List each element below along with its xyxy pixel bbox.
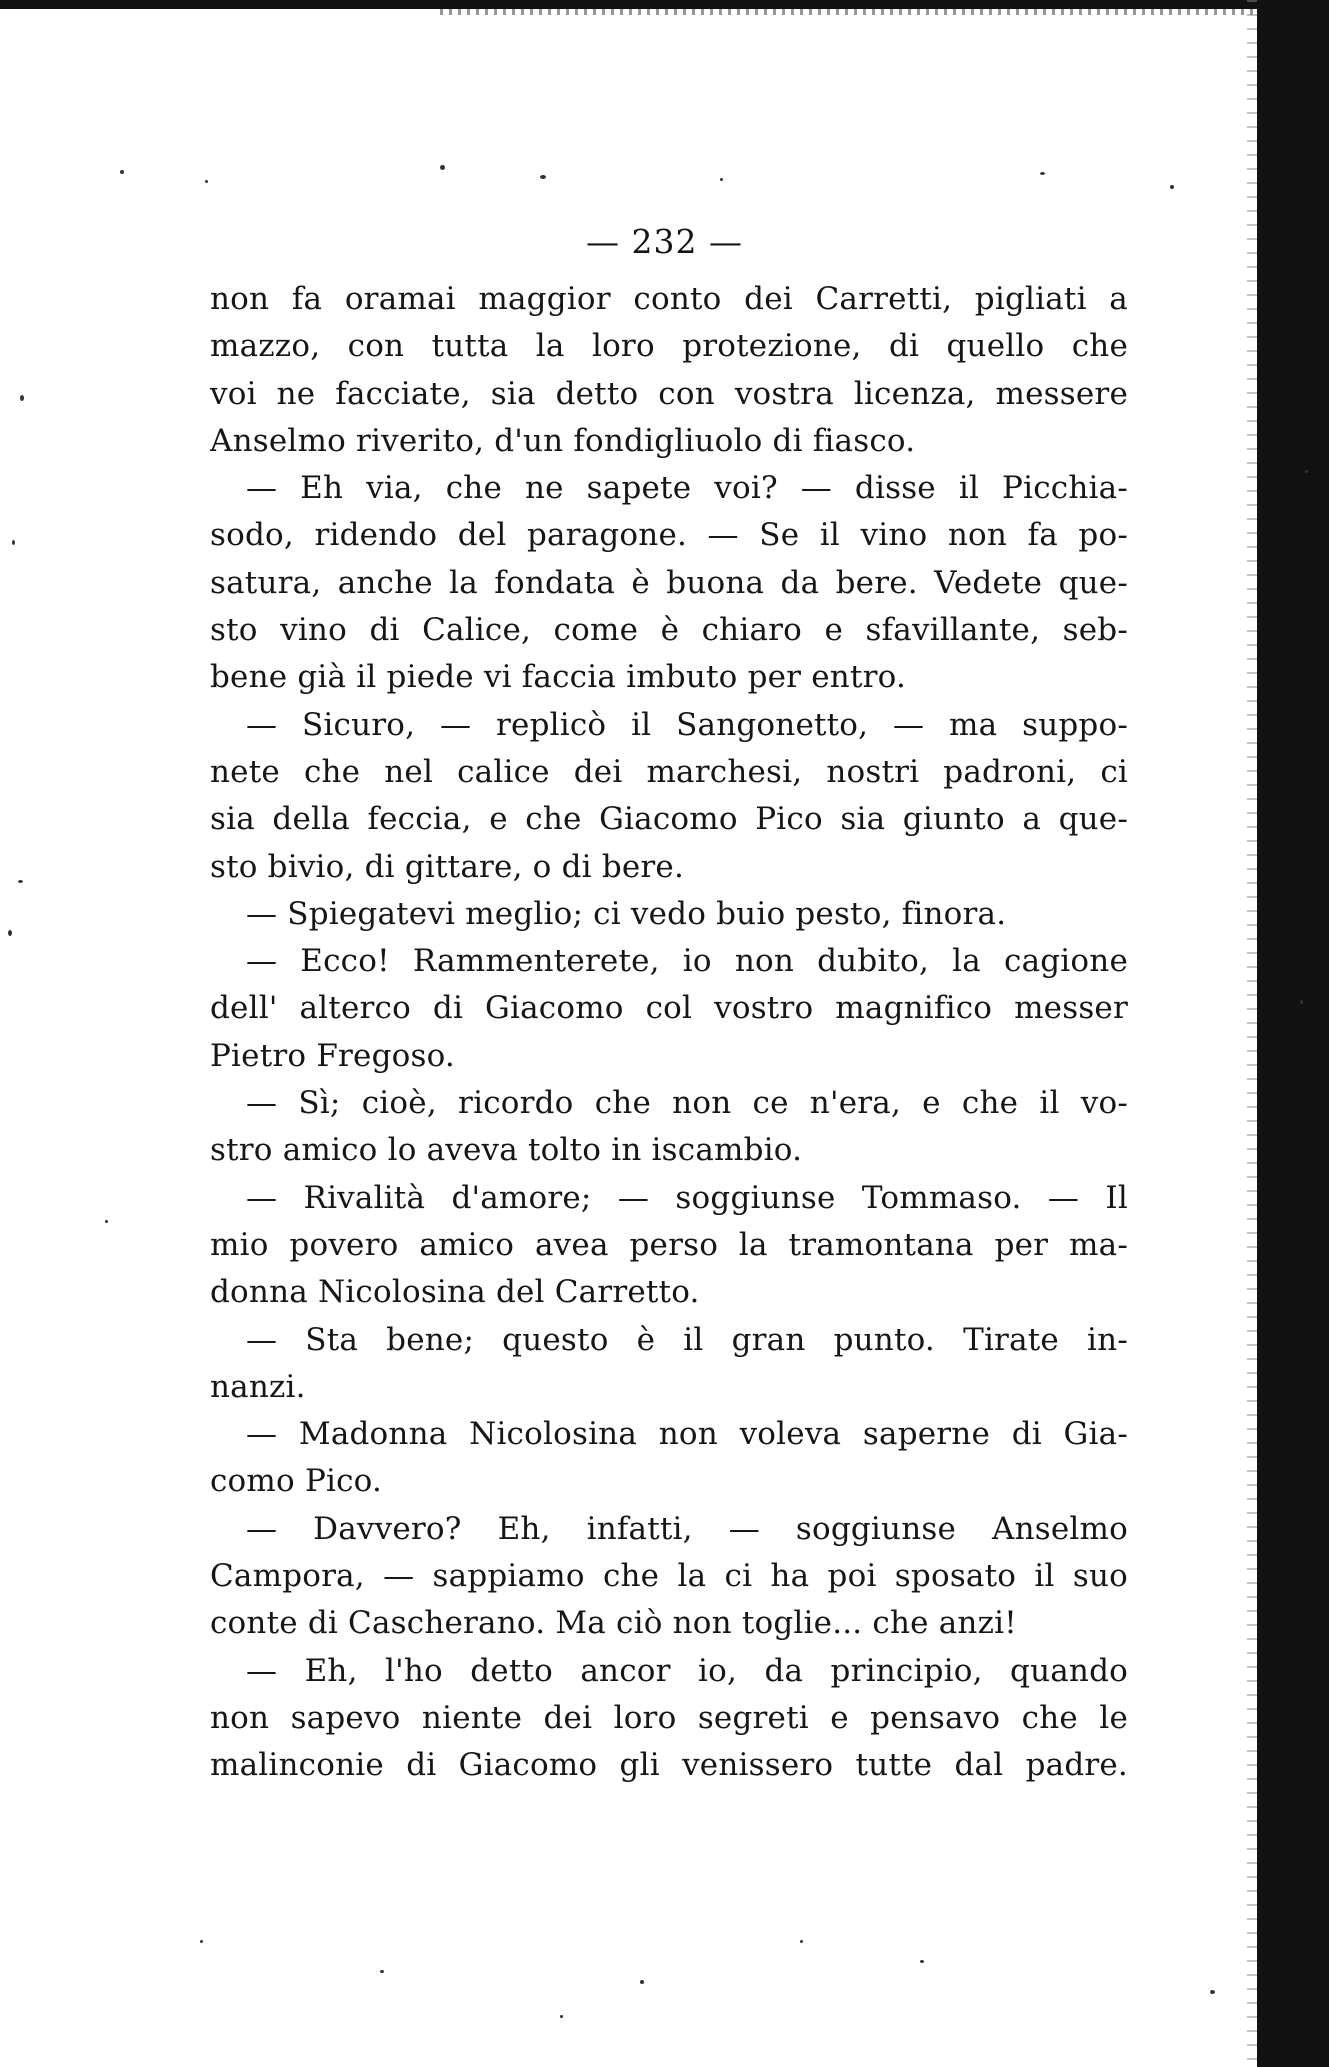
- text-line: Anselmo riverito, d'un fondigliuolo di fiasco.: [210, 422, 916, 459]
- scan-right-noise: [1247, 0, 1257, 2067]
- text-line: como Pico.: [210, 1463, 383, 1500]
- text-line: voi ne facciate, sia detto con vostra licenza, messere: [210, 375, 1128, 412]
- text-line: — Rivalità d'amore; — soggiunse Tommaso. — Il: [246, 1179, 1128, 1216]
- text-line: Pietro Fregoso.: [210, 1037, 455, 1074]
- text-line: nete che nel calice dei marchesi, nostri padroni, ci: [210, 753, 1128, 790]
- text-line: — Spiegatevi meglio; ci vedo buio pesto, finora.: [246, 895, 1007, 932]
- text-line: bene già il piede vi faccia imbuto per entro.: [210, 659, 907, 696]
- text-line: satura, anche la fondata è buona da bere. Vedete que-: [210, 564, 1128, 601]
- text-line: — Eh, l'ho detto ancor io, da principio, quando: [246, 1652, 1128, 1689]
- text-line: — Sta bene; questo è il gran punto. Tirate in-: [246, 1321, 1128, 1358]
- text-line: sto bivio, di gittare, o di bere.: [210, 848, 685, 885]
- text-line: — Sì; cioè, ricordo che non ce n'era, e che il vo-: [246, 1085, 1128, 1122]
- text-line: donna Nicolosina del Carretto.: [210, 1274, 700, 1311]
- text-line: stro amico lo aveva tolto in iscambio.: [210, 1132, 803, 1169]
- text-line: non fa oramai maggior conto dei Carretti, pigliati a: [210, 281, 1128, 317]
- text-line: — Ecco! Rammenterete, io non dubito, la cagione: [246, 943, 1128, 980]
- text-line: mio povero amico avea perso la tramontana per ma-: [210, 1226, 1128, 1263]
- scan-top-border: [0, 0, 1329, 9]
- text-line: sia della feccia, e che Giacomo Pico sia giunto a que-: [210, 801, 1128, 838]
- body-text: [210, 276, 1128, 1790]
- text-line: dell' alterco di Giacomo col vostro magnifico messer: [210, 990, 1128, 1027]
- scan-top-noise: [440, 9, 1260, 15]
- text-line: — Eh via, che ne sapete voi? — disse il Picchia-: [246, 470, 1128, 507]
- text-line: — Madonna Nicolosina non voleva saperne di Gia-: [246, 1416, 1128, 1453]
- scan-right-border: [1257, 0, 1329, 2067]
- page-number: — 232 —: [586, 222, 743, 261]
- text-line: non sapevo niente dei loro segreti e pensavo che le: [210, 1699, 1128, 1736]
- text-line: sodo, ridendo del paragone. — Se il vino non fa po-: [210, 517, 1128, 554]
- text-line: — Sicuro, — replicò il Sangonetto, — ma suppo-: [246, 706, 1128, 743]
- text-line: malinconie di Giacomo gli venissero tutte dal padre.: [210, 1747, 1128, 1784]
- text-line: Campora, — sappiamo che la ci ha poi sposato il suo: [210, 1558, 1128, 1595]
- text-line: nanzi.: [210, 1368, 306, 1405]
- text-line: mazzo, con tutta la loro protezione, di quello che: [210, 328, 1128, 365]
- text-line: sto vino di Calice, come è chiaro e sfavillante, seb-: [210, 612, 1128, 649]
- text-line: conte di Cascherano. Ma ciò non toglie... che anzi!: [210, 1605, 1017, 1642]
- text-line: — Davvero? Eh, infatti, — soggiunse Anselmo: [246, 1510, 1128, 1547]
